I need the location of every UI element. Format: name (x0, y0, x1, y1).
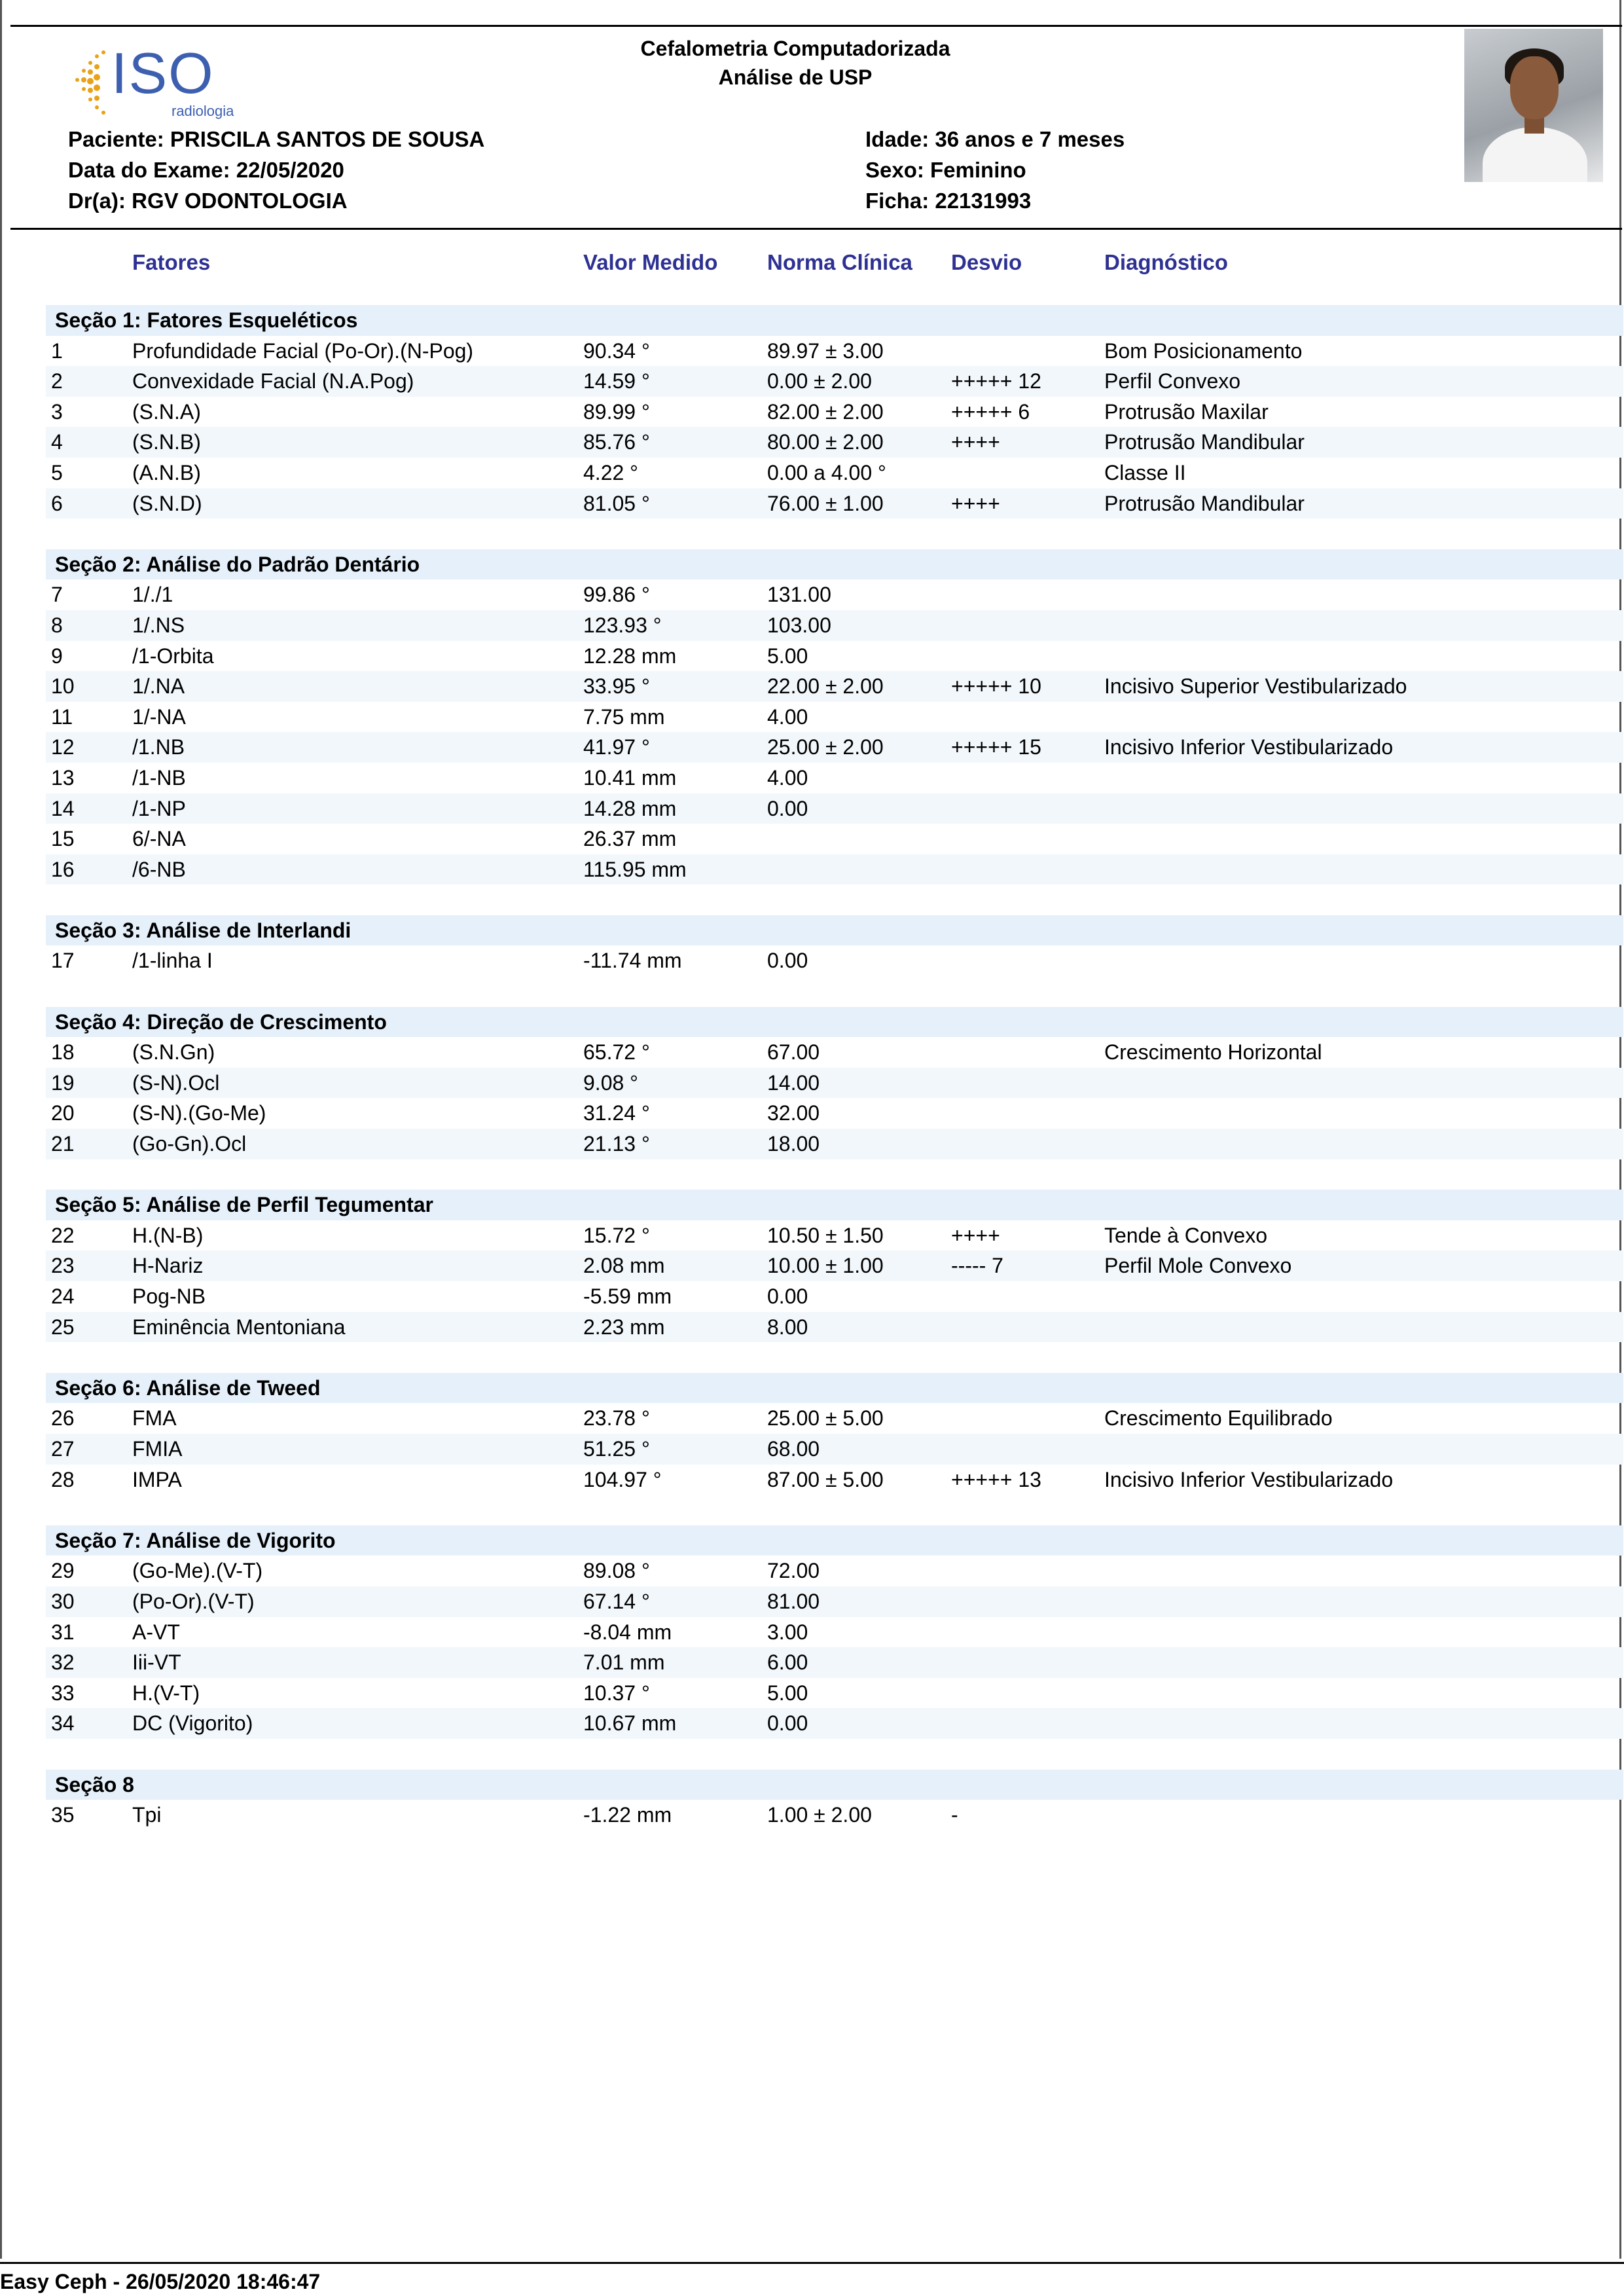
table-row (46, 610, 1623, 641)
section-title: Seção 8 (46, 1770, 1623, 1800)
patient-sex: Sexo: Feminino (865, 158, 1026, 182)
row-measured-value: 26.37 mm (583, 827, 677, 851)
row-number: 12 (51, 735, 75, 759)
row-measured-value: 23.78 ° (583, 1406, 650, 1430)
row-factor: FMIA (132, 1436, 183, 1461)
report-title: Cefalometria Computadorizada (640, 37, 950, 60)
row-diagnosis: Crescimento Equilibrado (1104, 1406, 1333, 1430)
table-row (46, 1098, 1623, 1129)
table-row (46, 579, 1623, 610)
row-number: 27 (51, 1436, 75, 1461)
row-measured-value: 89.99 ° (583, 399, 650, 424)
row-factor: H.(N-B) (132, 1223, 204, 1247)
row-number: 5 (51, 460, 63, 484)
row-norm: 3.00 (767, 1620, 808, 1644)
row-measured-value: 51.25 ° (583, 1436, 650, 1461)
row-norm: 8.00 (767, 1315, 808, 1339)
table-row (46, 854, 1623, 885)
row-norm: 82.00 ± 2.00 (767, 399, 884, 424)
row-norm: 89.97 ± 3.00 (767, 338, 884, 363)
row-measured-value: 14.59 ° (583, 369, 650, 393)
row-number: 17 (51, 949, 75, 973)
row-norm: 68.00 (767, 1436, 820, 1461)
table-row (46, 641, 1623, 672)
row-norm: 87.00 ± 5.00 (767, 1467, 884, 1491)
row-number: 31 (51, 1620, 75, 1644)
row-factor: Pog-NB (132, 1285, 206, 1308)
table-row (46, 1403, 1623, 1434)
row-norm: 4.00 (767, 704, 808, 729)
row-number: 16 (51, 857, 75, 881)
table-row (46, 336, 1623, 367)
row-number: 15 (51, 827, 75, 851)
row-number: 28 (51, 1467, 75, 1491)
column-header-deviation: Desvio (951, 250, 1022, 274)
row-factor: 1/-NA (132, 704, 186, 729)
row-number: 21 (51, 1132, 75, 1156)
row-diagnosis: Tende à Convexo (1104, 1223, 1268, 1247)
row-norm: 32.00 (767, 1101, 820, 1125)
row-number: 20 (51, 1101, 75, 1125)
table-row (46, 1556, 1623, 1586)
section-title: Seção 6: Análise de Tweed (46, 1373, 1623, 1404)
row-measured-value: 123.93 ° (583, 613, 662, 637)
row-deviation: +++++ 12 (951, 369, 1041, 393)
row-measured-value: -8.04 mm (583, 1620, 672, 1644)
section-spacer (46, 1739, 1623, 1770)
table-row (46, 1647, 1623, 1678)
row-number: 2 (51, 369, 63, 393)
table-row (46, 1586, 1623, 1617)
row-number: 19 (51, 1070, 75, 1095)
row-diagnosis: Protrusão Maxilar (1104, 399, 1269, 424)
row-diagnosis: Incisivo Inferior Vestibularizado (1104, 735, 1394, 759)
row-factor: 1/.NS (132, 613, 185, 637)
row-norm: 67.00 (767, 1040, 820, 1065)
row-diagnosis: Crescimento Horizontal (1104, 1040, 1322, 1065)
row-diagnosis: Perfil Convexo (1104, 369, 1241, 393)
table-row (46, 763, 1623, 793)
table-row (46, 366, 1623, 397)
row-factor: Convexidade Facial (N.A.Pog) (132, 369, 414, 393)
row-norm: 81.00 (767, 1589, 820, 1613)
row-factor: /1-Orbita (132, 644, 214, 668)
row-diagnosis: Incisivo Superior Vestibularizado (1104, 674, 1407, 699)
row-deviation: +++++ 15 (951, 735, 1041, 759)
row-measured-value: 7.01 mm (583, 1650, 665, 1675)
row-norm: 80.00 ± 2.00 (767, 430, 884, 454)
patient-photo (1464, 29, 1603, 182)
table-row (46, 488, 1623, 519)
row-deviation: ++++ (951, 491, 1000, 515)
table-row (46, 1434, 1623, 1465)
row-measured-value: 2.08 mm (583, 1254, 665, 1278)
section-spacer (46, 884, 1623, 915)
row-measured-value: 99.86 ° (583, 583, 650, 607)
row-factor: /1.NB (132, 735, 185, 759)
patient-age: Idade: 36 anos e 7 meses (865, 127, 1125, 151)
row-deviation: +++++ 6 (951, 399, 1030, 424)
row-measured-value: -5.59 mm (583, 1285, 672, 1308)
table-row (46, 702, 1623, 733)
row-measured-value: -11.74 mm (583, 949, 682, 973)
row-number: 4 (51, 430, 63, 454)
row-factor: (S.N.A) (132, 399, 201, 424)
table-row (46, 1220, 1623, 1251)
row-norm: 4.00 (767, 765, 808, 790)
exam-date: Data do Exame: 22/05/2020 (68, 158, 344, 182)
row-number: 7 (51, 583, 63, 607)
table-row (46, 1708, 1623, 1739)
row-norm: 103.00 (767, 613, 831, 637)
row-factor: (S-N).(Go-Me) (132, 1101, 266, 1125)
row-norm: 72.00 (767, 1559, 820, 1583)
row-number: 29 (51, 1559, 75, 1583)
row-number: 9 (51, 644, 63, 668)
row-factor: DC (Vigorito) (132, 1711, 253, 1736)
row-measured-value: 67.14 ° (583, 1589, 650, 1613)
row-measured-value: 12.28 mm (583, 644, 677, 668)
section-spacer (46, 1342, 1623, 1373)
column-header-measured: Valor Medido (583, 250, 718, 274)
table-row (46, 732, 1623, 763)
footer-text: Easy Ceph - 26/05/2020 18:46:47 (0, 2270, 321, 2293)
header-rule (10, 228, 1622, 230)
section-title: Seção 3: Análise de Interlandi (46, 915, 1623, 946)
logo-subtitle: radiologia (171, 103, 234, 119)
table-row (46, 1250, 1623, 1281)
section-spacer (46, 976, 1623, 1007)
row-diagnosis: Incisivo Inferior Vestibularizado (1104, 1467, 1394, 1491)
row-number: 18 (51, 1040, 75, 1065)
row-norm: 5.00 (767, 1681, 808, 1705)
record-number: Ficha: 22131993 (865, 189, 1032, 213)
row-norm: 0.00 (767, 949, 808, 973)
table-row (46, 427, 1623, 458)
row-measured-value: 89.08 ° (583, 1559, 650, 1583)
row-factor: FMA (132, 1406, 177, 1430)
section-title: Seção 2: Análise do Padrão Dentário (46, 549, 1623, 580)
row-measured-value: 21.13 ° (583, 1132, 650, 1156)
row-number: 34 (51, 1711, 75, 1736)
row-norm: 25.00 ± 5.00 (767, 1406, 884, 1430)
row-measured-value: 7.75 mm (583, 704, 665, 729)
row-diagnosis: Classe II (1104, 460, 1186, 484)
row-factor: Profundidade Facial (Po-Or).(N-Pog) (132, 338, 474, 363)
row-norm: 22.00 ± 2.00 (767, 674, 884, 699)
row-number: 30 (51, 1589, 75, 1613)
row-number: 1 (51, 338, 63, 363)
row-measured-value: 14.28 mm (583, 796, 677, 820)
section-spacer (46, 519, 1623, 549)
row-diagnosis: Protrusão Mandibular (1104, 430, 1305, 454)
row-measured-value: 33.95 ° (583, 674, 650, 699)
row-number: 3 (51, 399, 63, 424)
results-table (46, 305, 1623, 1831)
row-factor: /1-linha I (132, 949, 213, 973)
table-row (46, 1800, 1623, 1831)
row-factor: (S.N.D) (132, 491, 202, 515)
row-measured-value: 115.95 mm (583, 857, 687, 881)
report-subtitle: Análise de USP (718, 65, 873, 89)
table-row (46, 671, 1623, 702)
row-norm: 25.00 ± 2.00 (767, 735, 884, 759)
row-norm: 131.00 (767, 583, 831, 607)
row-number: 23 (51, 1254, 75, 1278)
row-diagnosis: Bom Posicionamento (1104, 338, 1303, 363)
row-factor: H.(V-T) (132, 1681, 200, 1705)
table-row (46, 458, 1623, 488)
row-norm: 1.00 ± 2.00 (767, 1803, 872, 1827)
row-factor: (S-N).Ocl (132, 1070, 220, 1095)
row-number: 33 (51, 1681, 75, 1705)
row-diagnosis: Perfil Mole Convexo (1104, 1254, 1292, 1278)
row-factor: (Go-Gn).Ocl (132, 1132, 247, 1156)
row-factor: Tpi (132, 1803, 162, 1827)
row-norm: 0.00 a 4.00 ° (767, 460, 886, 484)
row-deviation: ----- 7 (951, 1254, 1003, 1278)
row-deviation: - (951, 1803, 958, 1827)
row-factor: IMPA (132, 1467, 182, 1491)
section-title: Seção 1: Fatores Esqueléticos (46, 305, 1623, 336)
row-measured-value: 104.97 ° (583, 1467, 662, 1491)
row-factor: Eminência Mentoniana (132, 1315, 346, 1339)
row-norm: 0.00 (767, 1285, 808, 1308)
row-measured-value: 81.05 ° (583, 491, 650, 515)
row-norm: 10.50 ± 1.50 (767, 1223, 884, 1247)
row-factor: Iii-VT (132, 1650, 181, 1675)
row-factor: 1/./1 (132, 583, 173, 607)
row-norm: 5.00 (767, 644, 808, 668)
patient-name: Paciente: PRISCILA SANTOS DE SOUSA (68, 127, 485, 151)
section-spacer (46, 1495, 1623, 1525)
row-factor: (S.N.Gn) (132, 1040, 215, 1065)
row-norm: 18.00 (767, 1132, 820, 1156)
row-measured-value: 31.24 ° (583, 1101, 650, 1125)
row-number: 14 (51, 796, 75, 820)
row-norm: 0.00 ± 2.00 (767, 369, 872, 393)
row-measured-value: 41.97 ° (583, 735, 650, 759)
row-measured-value: 90.34 ° (583, 338, 650, 363)
doctor-name: Dr(a): RGV ODONTOLOGIA (68, 189, 348, 213)
row-number: 35 (51, 1803, 75, 1827)
row-measured-value: 10.41 mm (583, 765, 677, 790)
table-row (46, 1037, 1623, 1068)
row-measured-value: 85.76 ° (583, 430, 650, 454)
section-spacer (46, 1159, 1623, 1190)
row-factor: 1/.NA (132, 674, 185, 699)
column-header-norm: Norma Clínica (767, 250, 912, 274)
row-number: 25 (51, 1315, 75, 1339)
table-row (46, 793, 1623, 824)
table-row (46, 945, 1623, 976)
row-measured-value: 10.37 ° (583, 1681, 650, 1705)
row-number: 6 (51, 491, 63, 515)
table-row (46, 1281, 1623, 1312)
row-measured-value: 15.72 ° (583, 1223, 650, 1247)
row-measured-value: 65.72 ° (583, 1040, 650, 1065)
row-norm: 6.00 (767, 1650, 808, 1675)
row-factor: A-VT (132, 1620, 180, 1644)
row-factor: (Go-Me).(V-T) (132, 1559, 263, 1583)
column-header-factors: Fatores (132, 250, 211, 274)
row-deviation: ++++ (951, 1223, 1000, 1247)
row-factor: /1-NB (132, 765, 186, 790)
row-number: 22 (51, 1223, 75, 1247)
column-header-diagnosis: Diagnóstico (1104, 250, 1228, 274)
row-factor: /1-NP (132, 796, 186, 820)
footer-rule (0, 2262, 1624, 2264)
row-number: 10 (51, 674, 75, 699)
row-diagnosis: Protrusão Mandibular (1104, 491, 1305, 515)
row-factor: (S.N.B) (132, 430, 201, 454)
row-number: 13 (51, 765, 75, 790)
table-row (46, 1617, 1623, 1648)
row-measured-value: -1.22 mm (583, 1803, 672, 1827)
section-title: Seção 5: Análise de Perfil Tegumentar (46, 1190, 1623, 1220)
row-factor: (Po-Or).(V-T) (132, 1589, 255, 1613)
row-deviation: ++++ (951, 430, 1000, 454)
row-norm: 0.00 (767, 1711, 808, 1736)
row-measured-value: 10.67 mm (583, 1711, 677, 1736)
row-number: 24 (51, 1285, 75, 1308)
row-deviation: +++++ 10 (951, 674, 1041, 699)
table-row (46, 1678, 1623, 1709)
table-row (46, 397, 1623, 428)
row-factor: 6/-NA (132, 827, 186, 851)
section-title: Seção 7: Análise de Vigorito (46, 1525, 1623, 1556)
row-factor: H-Nariz (132, 1254, 204, 1278)
section-title: Seção 4: Direção de Crescimento (46, 1007, 1623, 1038)
row-number: 11 (51, 704, 73, 729)
row-number: 8 (51, 613, 63, 637)
row-measured-value: 4.22 ° (583, 460, 638, 484)
table-row (46, 1068, 1623, 1099)
table-row (46, 1312, 1623, 1343)
row-factor: (A.N.B) (132, 460, 201, 484)
table-row (46, 824, 1623, 854)
row-number: 32 (51, 1650, 75, 1675)
table-row (46, 1465, 1623, 1495)
logo-text: ISO (111, 41, 215, 105)
row-norm: 0.00 (767, 796, 808, 820)
row-number: 26 (51, 1406, 75, 1430)
top-rule (10, 25, 1622, 27)
row-deviation: +++++ 13 (951, 1467, 1041, 1491)
row-measured-value: 9.08 ° (583, 1070, 638, 1095)
row-norm: 14.00 (767, 1070, 820, 1095)
row-norm: 10.00 ± 1.00 (767, 1254, 884, 1278)
row-measured-value: 2.23 mm (583, 1315, 665, 1339)
row-factor: /6-NB (132, 857, 186, 881)
table-row (46, 1129, 1623, 1159)
row-norm: 76.00 ± 1.00 (767, 491, 884, 515)
